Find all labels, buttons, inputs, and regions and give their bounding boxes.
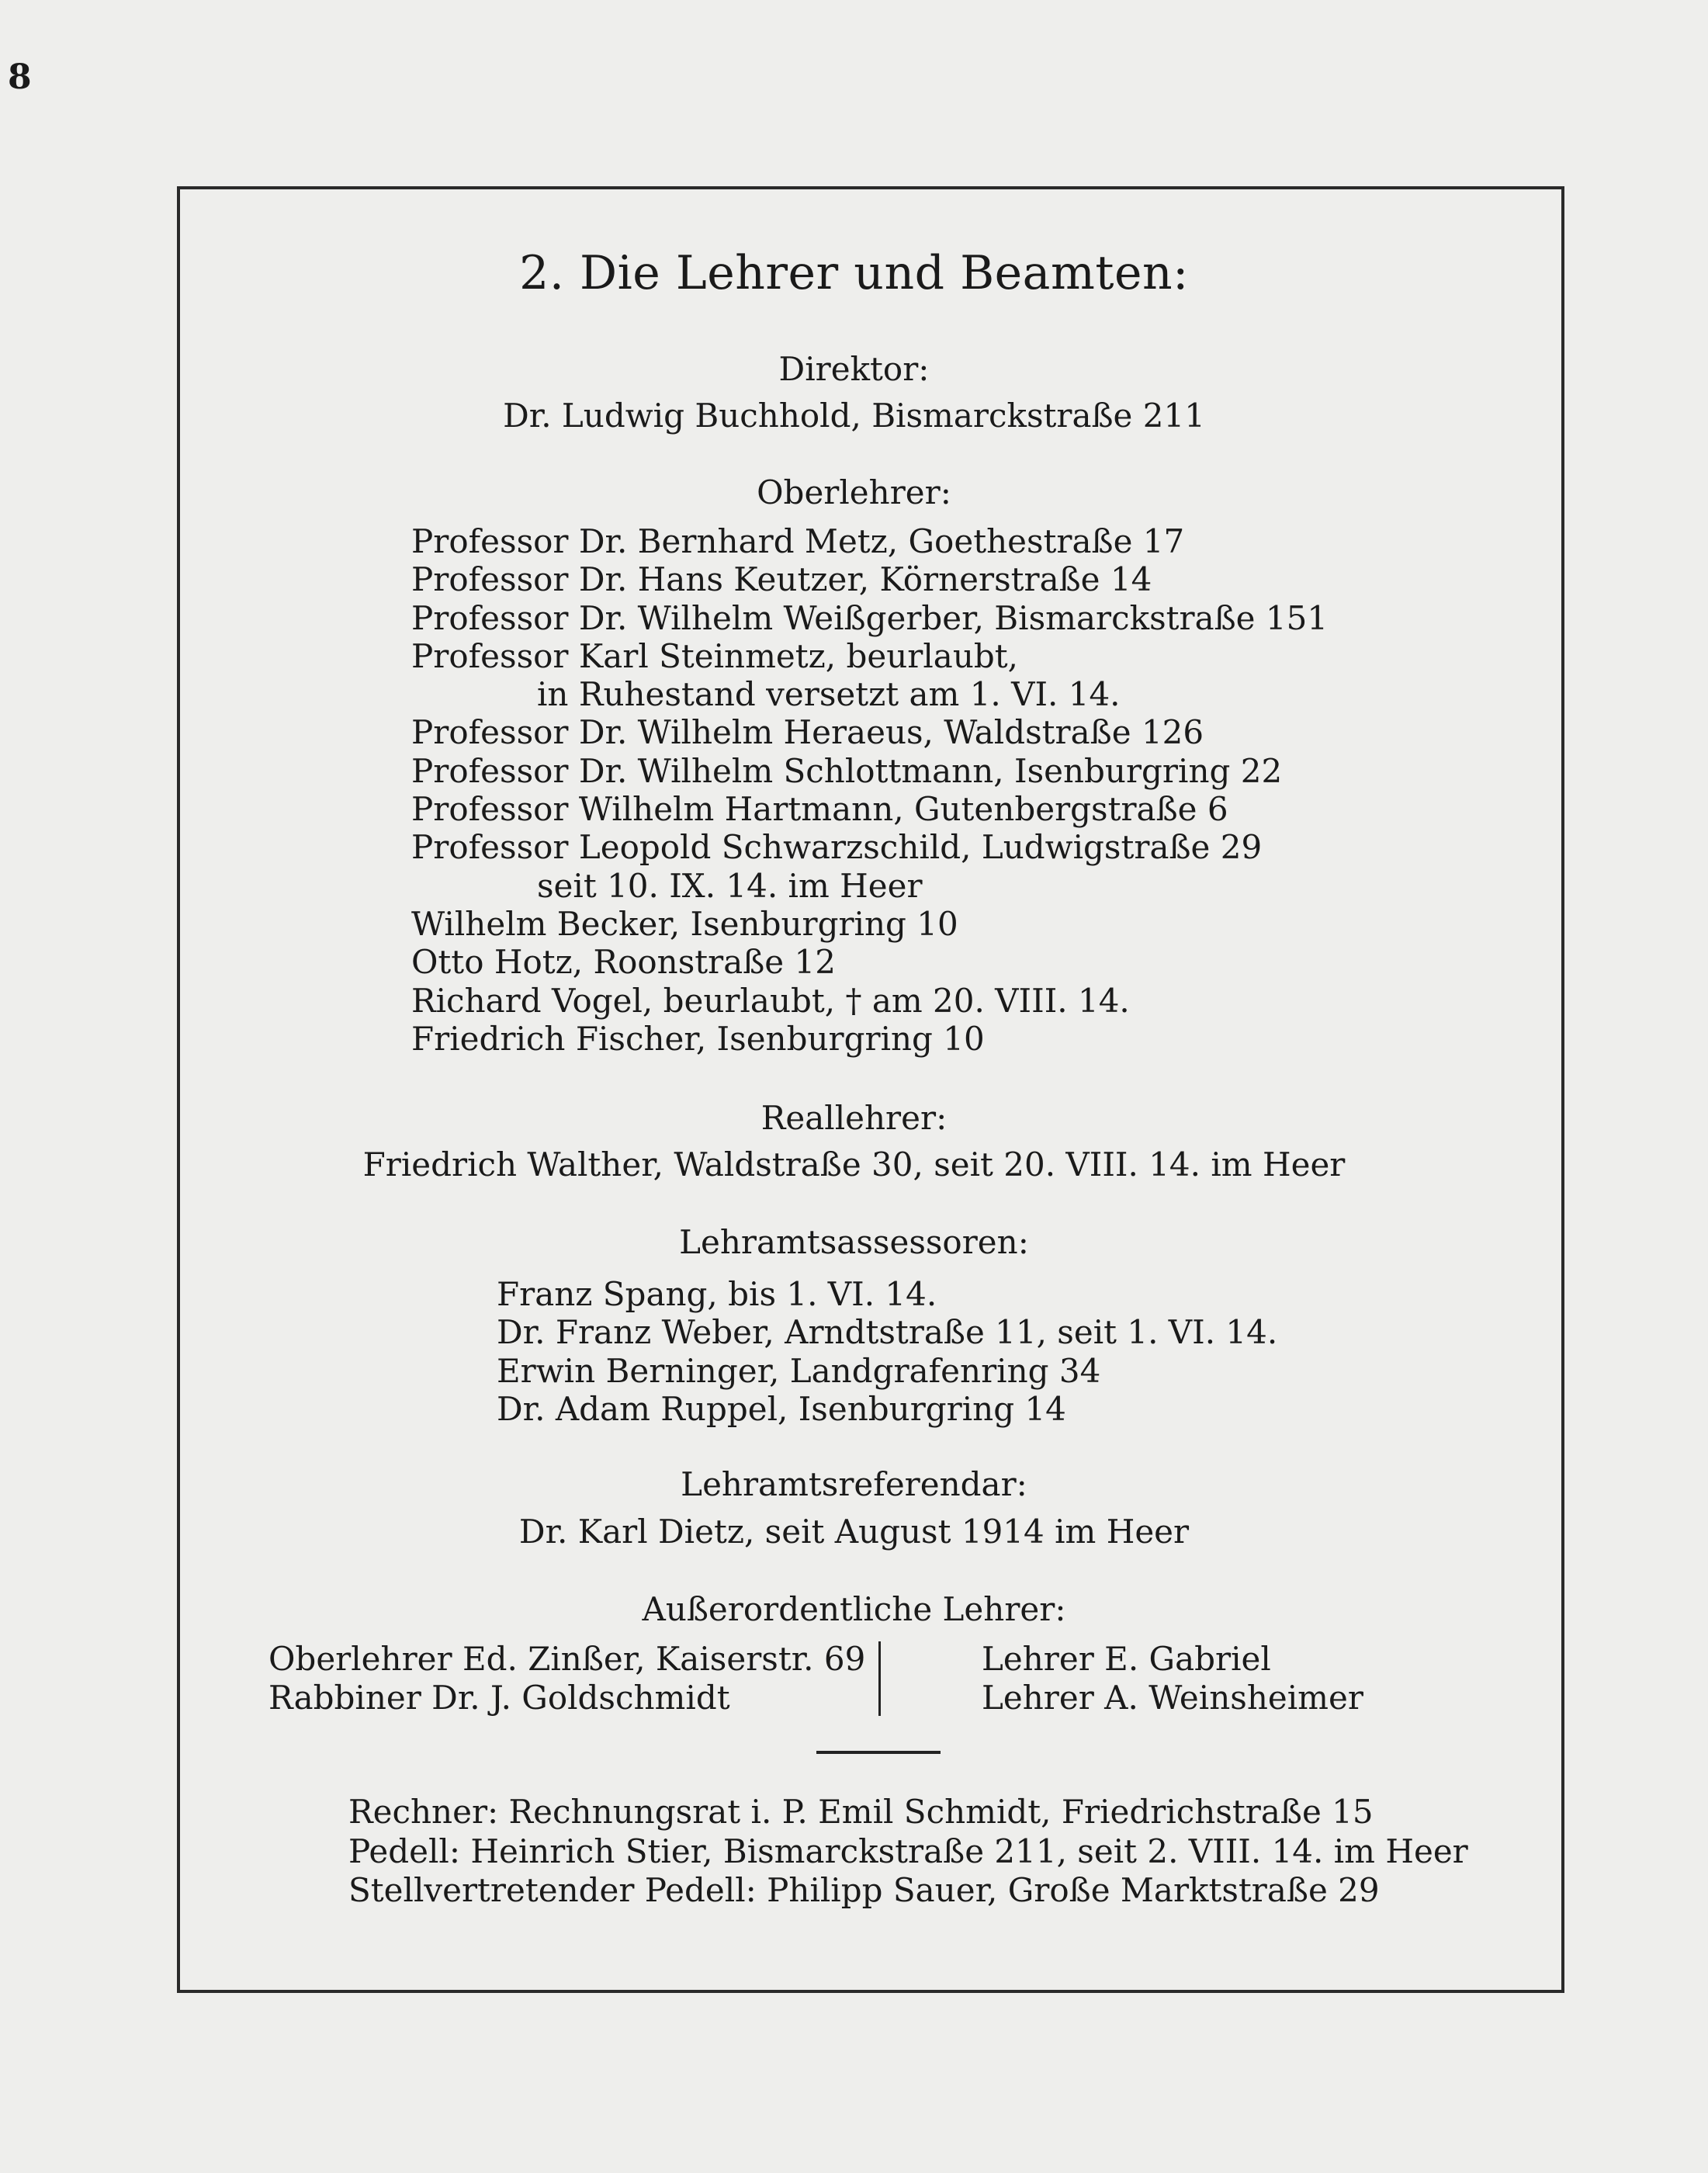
oberlehrer-heading: Oberlehrer: <box>757 473 951 511</box>
list-item: Dr. Franz Weber, Arndtstraße 11, seit 1. VI. 14. <box>497 1313 1278 1352</box>
list-item: Wilhelm Becker, Isenburgring 10 <box>411 904 958 943</box>
referendar-entry: Dr. Karl Dietz, seit August 1914 im Heer <box>518 1513 1190 1551</box>
assessoren-heading: Lehramtsassessoren: <box>679 1223 1029 1261</box>
list-item: Dr. Adam Ruppel, Isenburgring 14 <box>497 1389 1066 1428</box>
list-item: Professor Karl Steinmetz, beurlaubt, <box>411 636 1019 675</box>
list-item: Oberlehrer Ed. Zinßer, Kaiserstr. 69 <box>268 1640 866 1678</box>
ausserordentlich-right <box>982 1640 1363 1717</box>
list-item: Professor Dr. Bernhard Metz, Goethestraße 17 <box>411 522 1185 560</box>
page-number: 8 <box>8 57 32 97</box>
list-item: Otto Hotz, Roonstraße 12 <box>411 943 836 982</box>
list-item: Professor Dr. Wilhelm Heraeus, Waldstraße 126 <box>411 713 1204 752</box>
section-rule <box>816 1751 941 1754</box>
list-item: Friedrich Fischer, Isenburgring 10 <box>411 1019 985 1058</box>
page-title: 2. Die Lehrer und Beamten: <box>519 246 1189 300</box>
list-item: seit 10. IX. 14. im Heer <box>537 866 923 905</box>
list-item: Erwin Berninger, Landgrafenring 34 <box>497 1351 1101 1390</box>
list-item: Lehrer A. Weinsheimer <box>982 1679 1363 1717</box>
list-item: Franz Spang, bis 1. VI. 14. <box>497 1275 937 1313</box>
list-item: Professor Dr. Hans Keutzer, Körnerstraße 14 <box>411 560 1152 599</box>
list-item: Lehrer E. Gabriel <box>982 1640 1271 1678</box>
list-item: Richard Vogel, beurlaubt, † am 20. VIII. 14. <box>411 981 1130 1020</box>
page-frame <box>177 186 1564 1993</box>
list-item: Rechner: Rechnungsrat i. P. Emil Schmidt, Friedrichstraße 15 <box>348 1793 1374 1831</box>
beamte-list <box>348 1793 1468 1911</box>
list-item: Professor Dr. Wilhelm Weißgerber, Bismarckstraße 151 <box>411 598 1329 637</box>
direktor-heading: Direktor: <box>778 350 930 388</box>
list-item: Rabbiner Dr. J. Goldschmidt <box>268 1679 730 1717</box>
list-item: Stellvertretender Pedell: Philipp Sauer, Große Marktstraße 29 <box>348 1871 1380 1909</box>
list-item: in Ruhestand versetzt am 1. VI. 14. <box>537 675 1121 714</box>
list-item: Professor Dr. Wilhelm Schlottmann, Isenburgring 22 <box>411 751 1283 790</box>
reallehrer-heading: Reallehrer: <box>760 1099 948 1137</box>
assessoren-list <box>497 1275 1277 1428</box>
list-item: Professor Leopold Schwarzschild, Ludwigstraße 29 <box>411 828 1263 867</box>
direktor-entry: Dr. Ludwig Buchhold, Bismarckstraße 211 <box>503 397 1205 435</box>
referendar-heading: Lehramtsreferendar: <box>681 1465 1027 1503</box>
list-item: Professor Wilhelm Hartmann, Gutenbergstraße 6 <box>411 790 1228 829</box>
oberlehrer-list <box>411 522 1328 1058</box>
ausserordentlich-left <box>268 1640 865 1717</box>
column-divider <box>878 1641 881 1716</box>
reallehrer-entry: Friedrich Walther, Waldstraße 30, seit 20. VIII. 14. im Heer <box>362 1145 1346 1184</box>
list-item: Pedell: Heinrich Stier, Bismarckstraße 211, seit 2. VIII. 14. im Heer <box>348 1832 1468 1870</box>
ausserordentlich-heading: Außerordentliche Lehrer: <box>642 1590 1066 1628</box>
